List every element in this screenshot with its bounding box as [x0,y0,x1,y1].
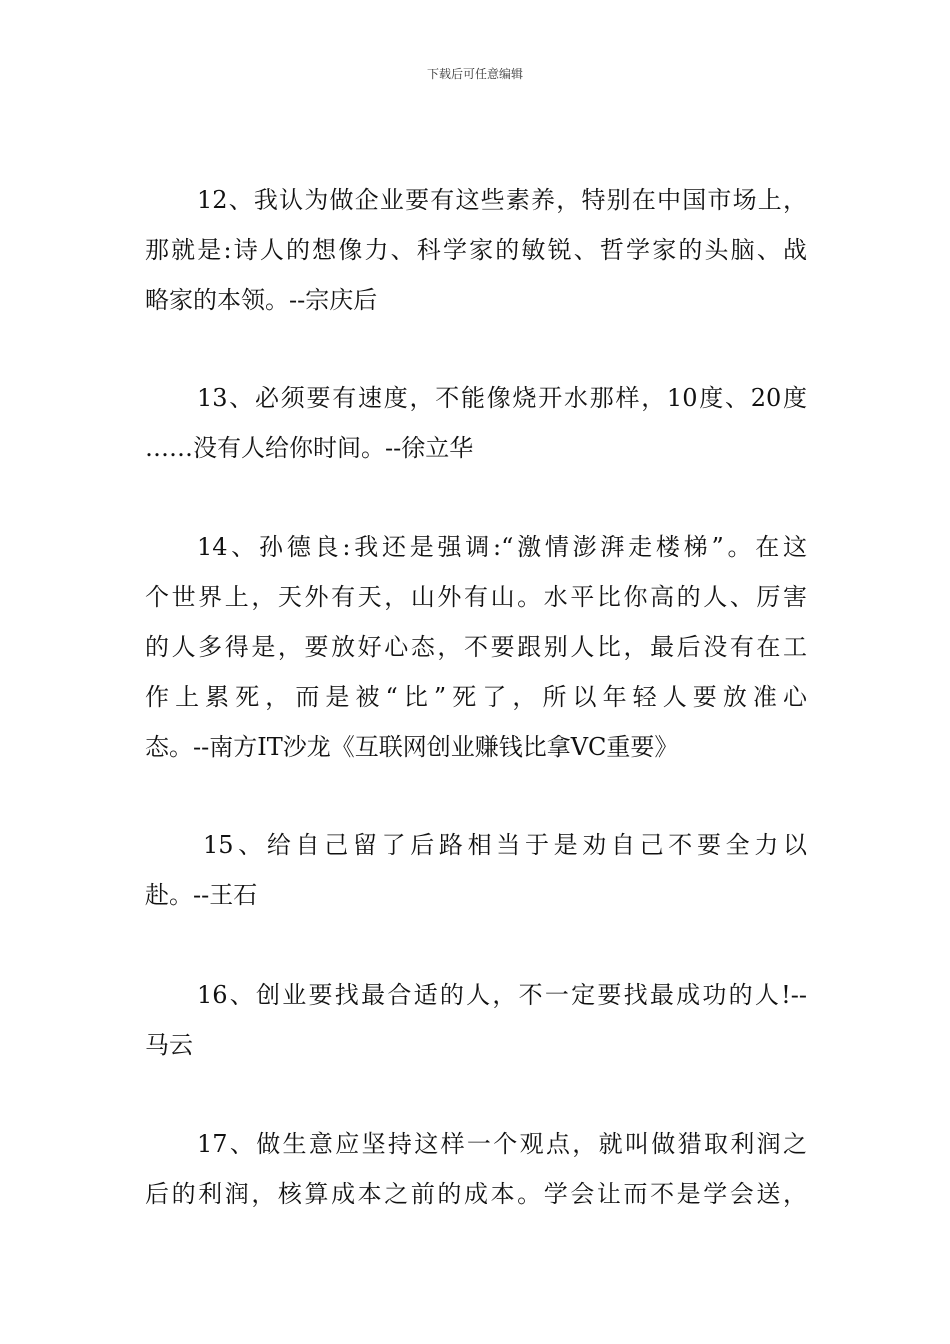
paragraph-line: 15、给自己留了后路相当于是劝自己不要全力以 [203,831,807,859]
paragraph-line: 略家的本领。--宗庆后 [145,286,378,314]
paragraph-14 [145,522,807,772]
paragraph-line: 的人多得是，要放好心态，不要跟别人比，最后没有在工 [145,633,807,661]
paragraph-line: 那就是:诗人的想像力、科学家的敏锐、哲学家的头脑、战 [145,236,807,264]
paragraph-line: 马云 [145,1031,193,1059]
paragraph-line: 14、孙德良:我还是强调:“激情澎湃走楼梯”。在这 [197,533,807,561]
paragraph-16 [145,970,807,1070]
paragraph-line: 态。--南方IT沙龙《互联网创业赚钱比拿VC重要》 [145,733,679,761]
paragraph-line: 16、创业要找最合适的人，不一定要找最成功的人!-- [197,981,807,1009]
page-header: 下载后可任意编辑 [426,67,523,81]
paragraph-line: 12、我认为做企业要有这些素养，特别在中国市场上， [197,186,807,214]
paragraph-line: 个世界上，天外有天，山外有山。水平比你高的人、厉害 [145,583,807,611]
paragraph-line: 13、必须要有速度，不能像烧开水那样，10度、20度 [197,384,807,412]
paragraph-line: 17、做生意应坚持这样一个观点，就叫做猎取利润之 [197,1130,807,1158]
paragraph-line: 作上累死，而是被“比”死了，所以年轻人要放准心 [145,683,807,711]
paragraph-line: 后的利润，核算成本之前的成本。学会让而不是学会送， [145,1180,807,1208]
paragraph-line: 赴。--王石 [145,881,258,909]
paragraph-line: ……没有人给你时间。--徐立华 [145,434,474,462]
paragraph-12 [145,175,807,325]
paragraph-13 [145,373,807,473]
paragraph-15 [145,820,807,920]
paragraph-17 [145,1119,807,1219]
